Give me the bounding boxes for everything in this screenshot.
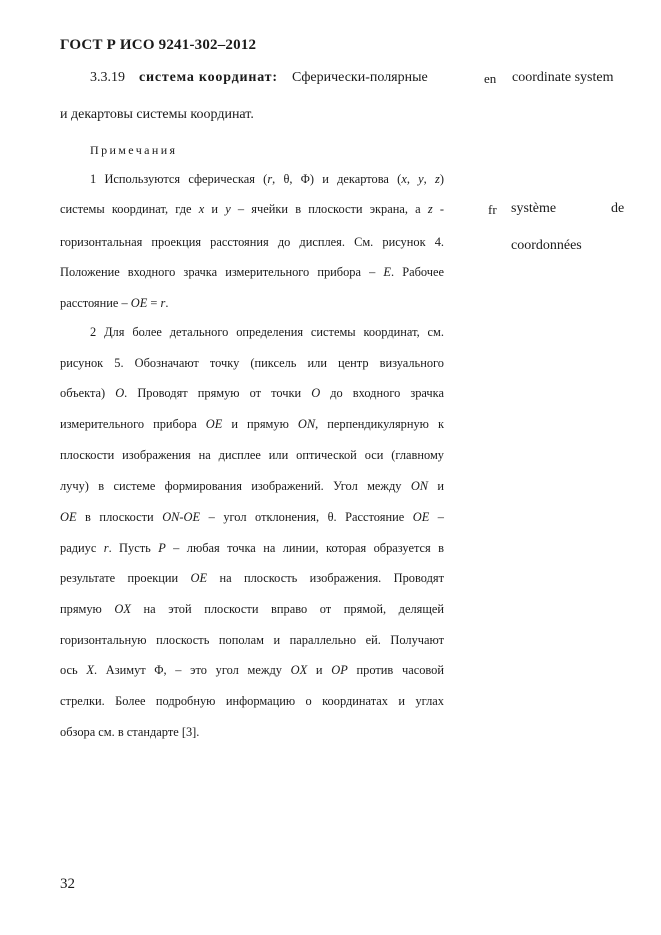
note1-line-3: горизонтальная проекция расстояния до дисплея. См. рисунок 4.: [60, 235, 444, 249]
notes-heading: Примечания: [90, 143, 178, 157]
document-header: ГОСТ Р ИСО 9241-302–2012: [60, 37, 257, 53]
term-en: coordinate system: [512, 70, 614, 85]
note1-line-1: 1 Используются сферическая (r, θ, Φ) и декартова (x, y, z): [90, 172, 444, 186]
lang-code-en: en: [484, 71, 497, 86]
note2-line-3: объекта) O. Проводят прямую от точки O до входного зрачка: [60, 386, 444, 400]
note2-line-2: рисунок 5. Обозначают точку (пиксель или центр визуального: [60, 356, 444, 370]
term-fr-line2: coordonnées: [511, 238, 582, 253]
note2-line-7: OE в плоскости ON-OE – угол отклонения, θ. Расстояние OE –: [60, 510, 445, 524]
term-name: система координат:: [139, 70, 278, 85]
term-definition-end: и декартовы системы координат.: [60, 107, 254, 122]
note2-line-13: стрелки. Более подробную информацию о координатах и углах: [60, 694, 444, 708]
term-fr-word2: de: [611, 201, 625, 216]
note1-line-4: Положение входного зрачка измерительного прибора – E. Рабочее: [60, 265, 445, 279]
note2-line-6: лучу) в системе формирования изображений. Угол между ON и: [60, 479, 444, 493]
note1-line-2: системы координат, где x и y – ячейки в плоскости экрана, а z -: [60, 202, 444, 216]
term-fr-word1: système: [511, 201, 557, 216]
lang-code-fr: fr: [488, 202, 497, 217]
note2-line-9: результате проекции OE на плоскость изображения. Проводят: [60, 571, 445, 585]
note1-line-5: расстояние – OE = r.: [60, 296, 169, 310]
note2-line-14: обзора см. в стандарте [3].: [60, 725, 200, 739]
term-definition-start: Сферически-полярные: [292, 70, 428, 85]
note2-line-1: 2 Для более детального определения системы координат, см.: [90, 325, 444, 339]
note2-line-11: горизонтальную плоскость пополам и параллельно ей. Получают: [60, 633, 444, 647]
page-number: 32: [60, 876, 75, 892]
note2-line-8: радиус r. Пусть P – любая точка на линии, которая образуется в: [60, 541, 444, 555]
note2-line-10: прямую OX на этой плоскости вправо от прямой, делящей: [60, 602, 444, 616]
note2-line-5: плоскости изображения на дисплее или оптической оси (главному: [60, 448, 444, 462]
term-number: 3.3.19: [90, 70, 125, 85]
note2-line-4: измерительного прибора OE и прямую ON, перпендикулярную к: [60, 417, 444, 431]
note2-line-12: ось X. Азимут Φ, – это угол между OX и OP против часовой: [60, 663, 444, 677]
